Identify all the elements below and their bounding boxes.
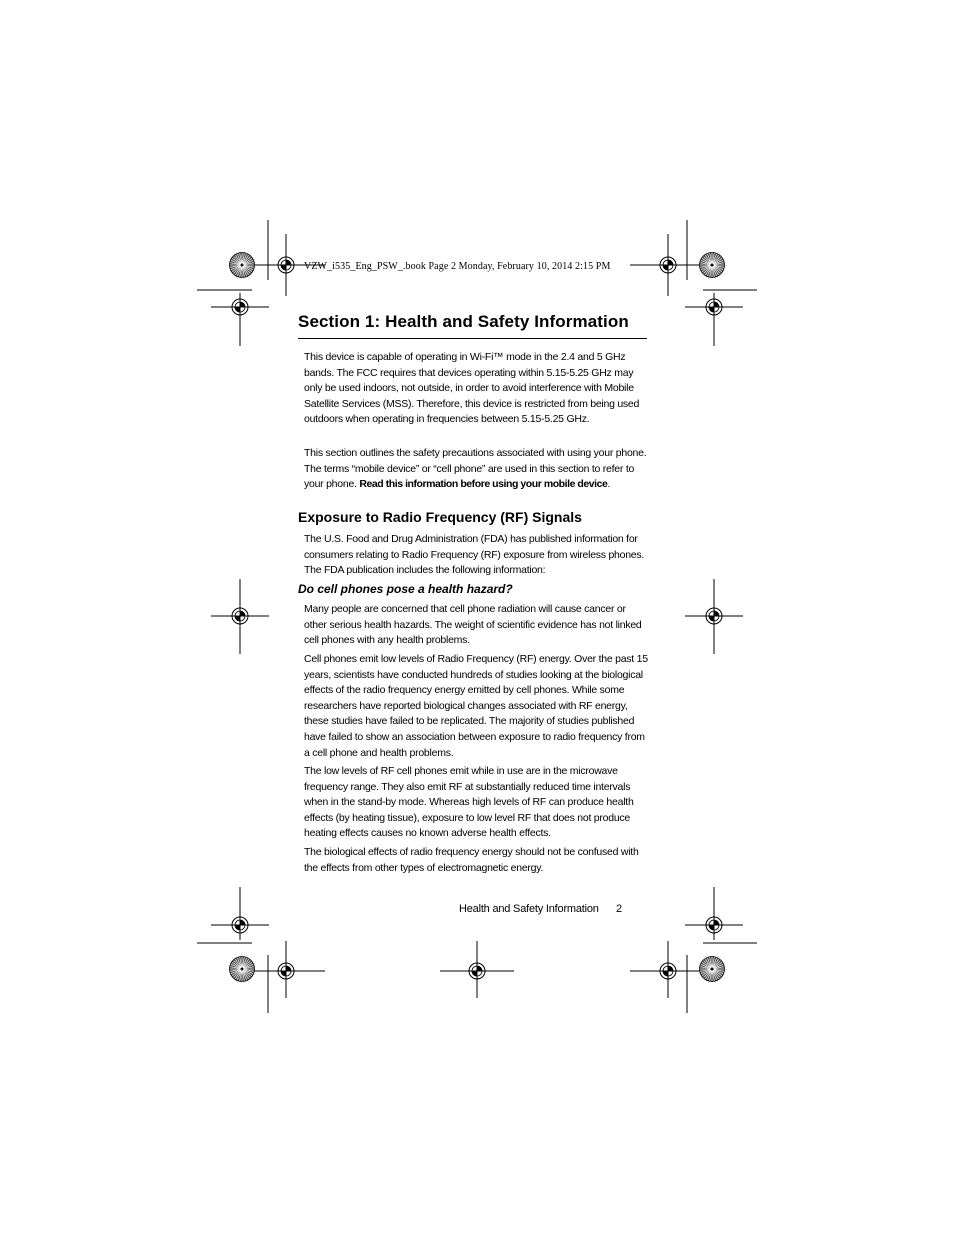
footer-section-name: Health and Safety Information xyxy=(459,903,599,915)
rf-paragraph-4: The biological effects of radio frequency energy should not be confused with the effects from other types of electromagnetic energy. xyxy=(304,846,639,874)
section-title: Section 1: Health and Safety Information xyxy=(298,312,629,331)
title-divider xyxy=(298,338,647,339)
rf-paragraph-2: Cell phones emit low levels of Radio Frequency (RF) energy. Over the past 15 years, scientists have conducted hundreds of studies looking at the biological effects of the radio frequency energy emitted by cell phones. While some researchers have reported biological changes associated with RF energy, these studies have failed to be replicated. The majority of studies published have failed to show an association between exposure to radio frequency from a cell phone and health problems. xyxy=(304,653,648,759)
rf-section-heading: Exposure to Radio Frequency (RF) Signals xyxy=(298,509,582,525)
rf-paragraph-1: Many people are concerned that cell phone radiation will cause cancer or other serious health hazards. The weight of scientific evidence has not linked cell phones with any health problems. xyxy=(304,603,642,647)
page-number: 2 xyxy=(616,903,623,915)
starburst-target-icon xyxy=(700,253,725,278)
safety-intro-text: This section outlines the safety precautions associated with using your phone. The terms “mobile device” or “cell phone” are used in this section to refer to your phone. xyxy=(304,447,647,491)
starburst-target-icon xyxy=(700,957,725,982)
safety-intro-end: . xyxy=(607,478,611,491)
safety-warning-bold: Read this information before using your mobile device xyxy=(359,478,608,491)
starburst-target-icon xyxy=(230,957,255,982)
print-slug-line: VZW_i535_Eng_PSW_.book Page 2 Monday, February 10, 2014 2:15 PM xyxy=(304,261,611,272)
fda-intro-paragraph: The U.S. Food and Drug Administration (FDA) has published information for consumers relating to Radio Frequency (RF) exposure from wireless phones. The FDA publication includes the following information: xyxy=(304,533,645,577)
wifi-paragraph: This device is capable of operating in Wi-Fi™ mode in the 2.4 and 5 GHz bands. The FCC requires that devices operating within 5.15-5.25 GHz may only be used indoors, not outside, in order to avoid interference with Mobile Satellite Services (MSS). Therefore, this device is restricted from being used outdoors when operating in frequencies between 5.15-5.25 GHz. xyxy=(304,351,640,426)
starburst-target-icon xyxy=(230,253,255,278)
safety-intro-paragraph xyxy=(304,446,650,493)
health-hazard-question: Do cell phones pose a health hazard? xyxy=(298,582,513,596)
rf-paragraph-3: The low levels of RF cell phones emit while in use are in the microwave frequency range. They also emit RF at substantially reduced time intervals when in the stand-by mode. Whereas high levels of RF can produce health effects (by heating tissue), exposure to low level RF that does not produce heating effects causes no known adverse health effects. xyxy=(304,765,634,840)
